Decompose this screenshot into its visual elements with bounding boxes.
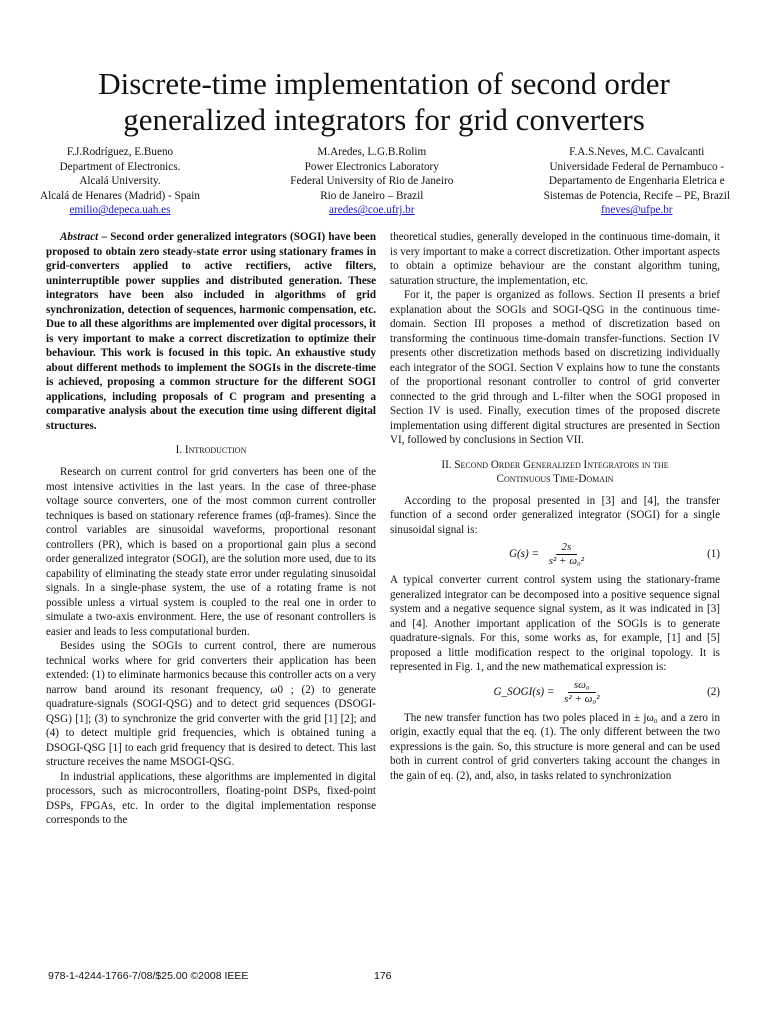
author-names: F.J.Rodríguez, E.Bueno — [66, 146, 174, 158]
title-line-2: generalized integrators for grid converters — [123, 102, 645, 137]
author-email-link[interactable]: aredes@coe.ufrj.br — [329, 204, 415, 217]
affiliation-line: Federal University of Rio de Janeiro — [290, 175, 454, 188]
affiliation-line: Power Electronics Laboratory — [304, 160, 439, 173]
abstract-label: Abstract — [60, 231, 99, 243]
affiliation-line: Departamento de Engenharia Eletrica e — [548, 175, 725, 188]
equation-denominator: s² + ω₀² — [564, 692, 600, 705]
title-line-1: Discrete-time implementation of second order — [98, 66, 670, 101]
affiliation-line: Alcalá de Henares (Madrid) - Spain — [40, 189, 200, 202]
equation-number: (2) — [707, 685, 720, 698]
author-group-1 — [40, 145, 200, 218]
equation-lhs: G_SOGI(s) = — [493, 685, 555, 698]
body-paragraph: A typical converter current control system using the stationary-frame generalized integrator can be decomposed into a positive sequence signal system and a negative sequence signal system, as it was indicated in [3] and [4]. Another important application of the SOGIs is to generate quadrature-signals. For this, some works as, for example, [1] and [5] proposed a little modification respect to the original topology. It is represented in Fig. 1, and the new mathematical expression is: — [390, 574, 720, 673]
affiliation-line: Department of Electronics. — [59, 160, 181, 173]
body-paragraph: Besides using the SOGIs to current control, there are numerous technical works where for grid converters their application has been extended: (1) to eliminate harmonics because this controller acts on a very narrow band around its resonant frequency, ω0 ; (2) to generate quadrature-signals (SOGI-QSG) and to detect grid sequences (DSOGI-QSG) [1]; (3) to synchronize the grid converter with the grid [1] [2]; and (4) to detect multiple grid frequencies, which is obtained tuning a DSOGI-QSG [1] to each grid frequency that is desired to detect. This last structure receives the name MSOGI-QSG. — [46, 640, 376, 768]
section-heading-sogi — [390, 458, 720, 486]
abstract — [46, 230, 376, 433]
copyright-footer: 978-1-4244-1766-7/08/$25.00 ©2008 IEEE — [48, 970, 249, 982]
abstract-text: – Second order generalized integrators (SOGI) have been proposed to obtain zero steady-state error using stationary frames in grid-converters applied to active rectifiers, active filters, uninterruptible power supplies and distributed generation. These integrators have been also included in algorithms of grid synchronization, detection of sequences, harmonic compensation, etc. Due to all these algorithms are implemented over digital processors, it is very important to make a correct discretization to optimize their behaviour. This work is focused in this topic. An exhaustive study about different methods to implement the SOGIs in the discrete-time is achieved, proposing a common structure for the different SOGI applications, including proposals of C program and presenting a comparative analysis about the execution time using different digital structures. — [46, 231, 376, 432]
author-names: F.A.S.Neves, M.C. Cavalcanti — [569, 146, 705, 158]
equation-fraction — [545, 541, 588, 568]
equation-lhs: G(s) = — [508, 548, 539, 561]
equation-number: (1) — [707, 548, 720, 561]
right-column — [390, 230, 720, 783]
author-block — [40, 145, 730, 218]
equation-expression — [390, 541, 707, 568]
body-paragraph: For it, the paper is organized as follows. Section II presents a brief explanation about the SOGIs and SOGI-QSG in the continuous time-domain. Section III proposes a method of discretization based on transforming the continuous time-domain transfer-functions. Section IV presents other discretization methods based on discretizing individually each integrator of the SOGI. Section V explains how to tune the constants of the proportional resonant controller to control of grid converter connected to the grid through and L-filter when the SOGI proposed in Section IV is used. Finally, execution times of the proposed discrete implementation using different digital structures are presented in Section VI, followed by conclusions in Section VII. — [390, 289, 720, 446]
page-number: 176 — [374, 970, 392, 982]
left-column — [46, 230, 376, 828]
body-paragraph: Research on current control for grid converters has been one of the most intensive activities in the last years. In the case of three-phase voltage source converters, one of the most common current controller techniques is based on stationary reference frames (αβ-frames). Since the control variables are sinusoidal waveforms, proportional resonant controllers (PR), which is based on a proportional gain plus a second order generalized integrator (SOGI), are the solution more used, due to its capability of eliminating the steady state error under regulating sinusoidal signals. In a single-phase system, the use of a rotating frame is not possible unless a virtual system is coupled to the real one in order to simulate a two-axis environment. Here, the use of resonant controllers is easier and leads to less computational burden. — [46, 466, 376, 638]
section-heading-line: II. Second Order Generalized Integrators in the — [441, 458, 669, 471]
equation-denominator: s² + ω₀² — [548, 555, 585, 567]
body-paragraph: According to the proposal presented in [3] and [4], the transfer function of a second order generalized integrator (SOGI) for a single sinusoidal signal is: — [390, 494, 720, 536]
author-email-link[interactable]: fneves@ufpe.br — [601, 204, 673, 217]
affiliation-line: Rio de Janeiro – Brazil — [320, 189, 424, 202]
affiliation-line: Universidade Federal de Pernambuco - — [549, 160, 725, 173]
paper-title — [40, 66, 728, 138]
body-paragraph: In industrial applications, these algorithms are implemented in digital processors, such as microcontrollers, floating-point DSPs, fixed-point DSPs, FPGAs, etc. In order to the digital implementation response corresponds to the — [46, 770, 376, 826]
equation-numerator: sω₀ — [568, 679, 596, 693]
author-names: M.Aredes, L.G.B.Rolim — [317, 146, 427, 158]
author-group-2 — [290, 145, 453, 218]
equation-1 — [390, 541, 720, 568]
equation-numerator: 2s — [556, 541, 578, 555]
section-heading-introduction: I. Introduction — [175, 444, 247, 456]
affiliation-line: Alcalá University. — [79, 175, 161, 188]
author-group-3 — [544, 145, 730, 218]
equation-2 — [390, 679, 720, 706]
affiliation-line: Sistemas de Potencia, Recife – PE, Brazil — [543, 189, 730, 202]
equation-expression — [390, 679, 707, 706]
body-paragraph: The new transfer function has two poles placed in ± jω₀ and a zero in origin, exactly equal that the eq. (1). The only different between the two expressions is the gain. So, this structure is more general and can be used both in current control of grid converters taking account the changes in the gain of eq. (2), and, also, in tasks related to synchronization — [390, 711, 720, 782]
equation-fraction — [560, 679, 603, 706]
section-heading-line: Continuous Time-Domain — [496, 472, 614, 485]
body-paragraph: theoretical studies, generally developed in the continuous time-domain, it is very important to make a correct discretization. Other important aspects to obtain a optimize behaviour are the constant algorithm tuning, saturation structure, the implementation, etc. — [390, 231, 720, 287]
author-email-link[interactable]: emilio@depeca.uah.es — [69, 204, 171, 217]
